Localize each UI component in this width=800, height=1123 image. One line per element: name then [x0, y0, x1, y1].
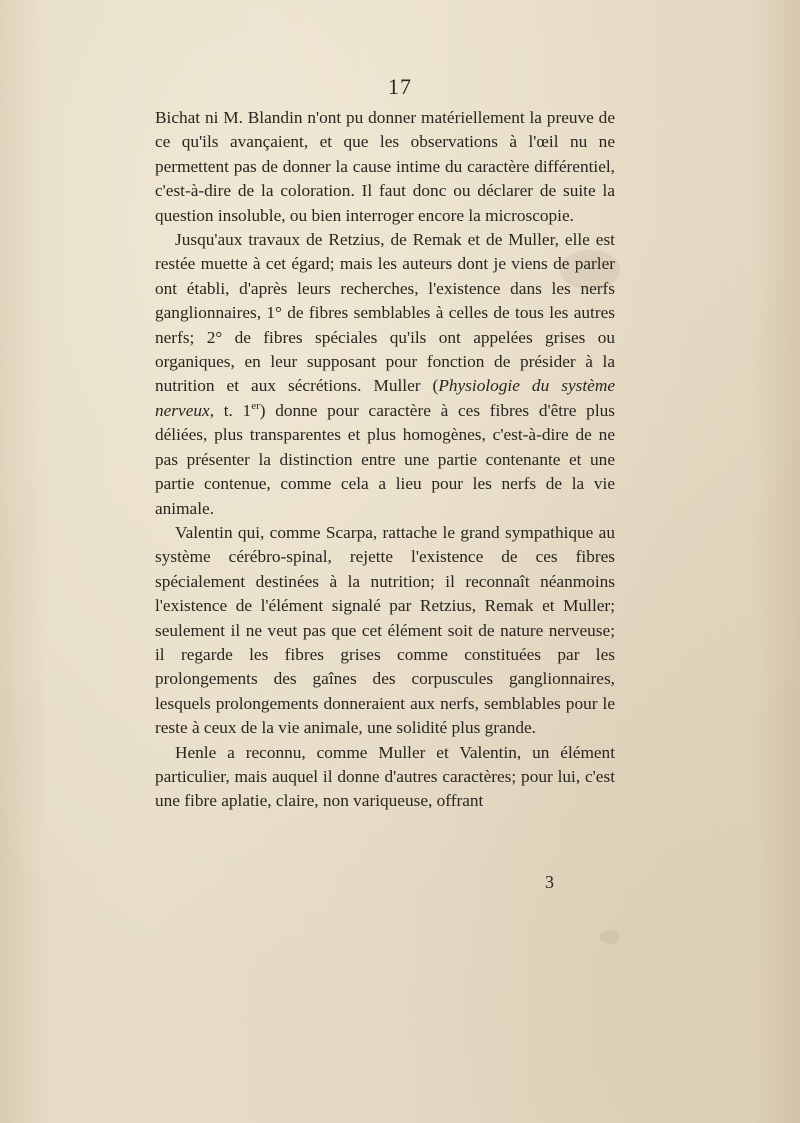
- paragraph-2-text-end: ) donne pour caractère à ces fibres d'être plus déliées, plus transparentes et plus homogènes, c'est-à-dire de ne pas présenter la distinction entre une partie contenante et une partie contenue, comme cela a lieu pour les nerfs de la vie animale.: [155, 400, 615, 518]
- paragraph-1: Bichat ni M. Blandin n'ont pu donner matériellement la preuve de ce qu'ils avançaient, et que les observations à l'œil nu ne permettent pas de donner la cause intime du caractère différentiel, c'est-à-dire de la coloration. Il faut donc ou déclarer de suite la question insoluble, ou bien interroger encore la microscopie.: [155, 108, 615, 225]
- signature-mark: 3: [545, 872, 554, 892]
- paragraph-3: Valentin qui, comme Scarpa, rattache le grand sympathique au système cérébro-spinal, rejette l'existence de ces fibres spécialement destinées à la nutrition; il reconnaît néanmoins l'existence de l'élément signalé par Retzius, Remak et Muller; seulement il ne veut pas que cet élément soit de nature nerveuse; il regarde les fibres grises comme constituées par les prolongements des gaînes des corpuscules ganglionnaires, lesquels prolongements donneraient aux nerfs, semblables pour le reste à ceux de la vie animale, une solidité plus grande.: [155, 522, 615, 738]
- body-text: [155, 106, 615, 814]
- paper-stain: [600, 930, 620, 944]
- paragraph-2: [155, 228, 615, 521]
- book-title-italic: Physiologie du système nerveux: [155, 376, 615, 420]
- volume-superscript: er: [251, 400, 260, 413]
- paragraph-4: Henle a reconnu, comme Muller et Valentin, un élément particulier, mais auquel il donne d'autres caractères; pour lui, c'est une fibre aplatie, claire, non variqueuse, offrant: [155, 742, 615, 811]
- page-number: 17: [388, 74, 412, 99]
- paragraph-2-text-middle: , t. 1: [209, 400, 252, 420]
- paragraph-2-text-start: Jusqu'aux travaux de Retzius, de Remak et de Muller, elle est restée muette à cet égard; mais les auteurs dont je viens de parler ont établi, d'après leurs recherches, l'existence dans les nerfs ganglionnaires, 1° de fibres semblables à celles de tous les autres nerfs; 2° de fibres spéciales qu'ils ont appelées grises ou organiques, en leur supposant pour fonction de présider à la nutrition et aux sécrétions. Muller (: [155, 230, 615, 396]
